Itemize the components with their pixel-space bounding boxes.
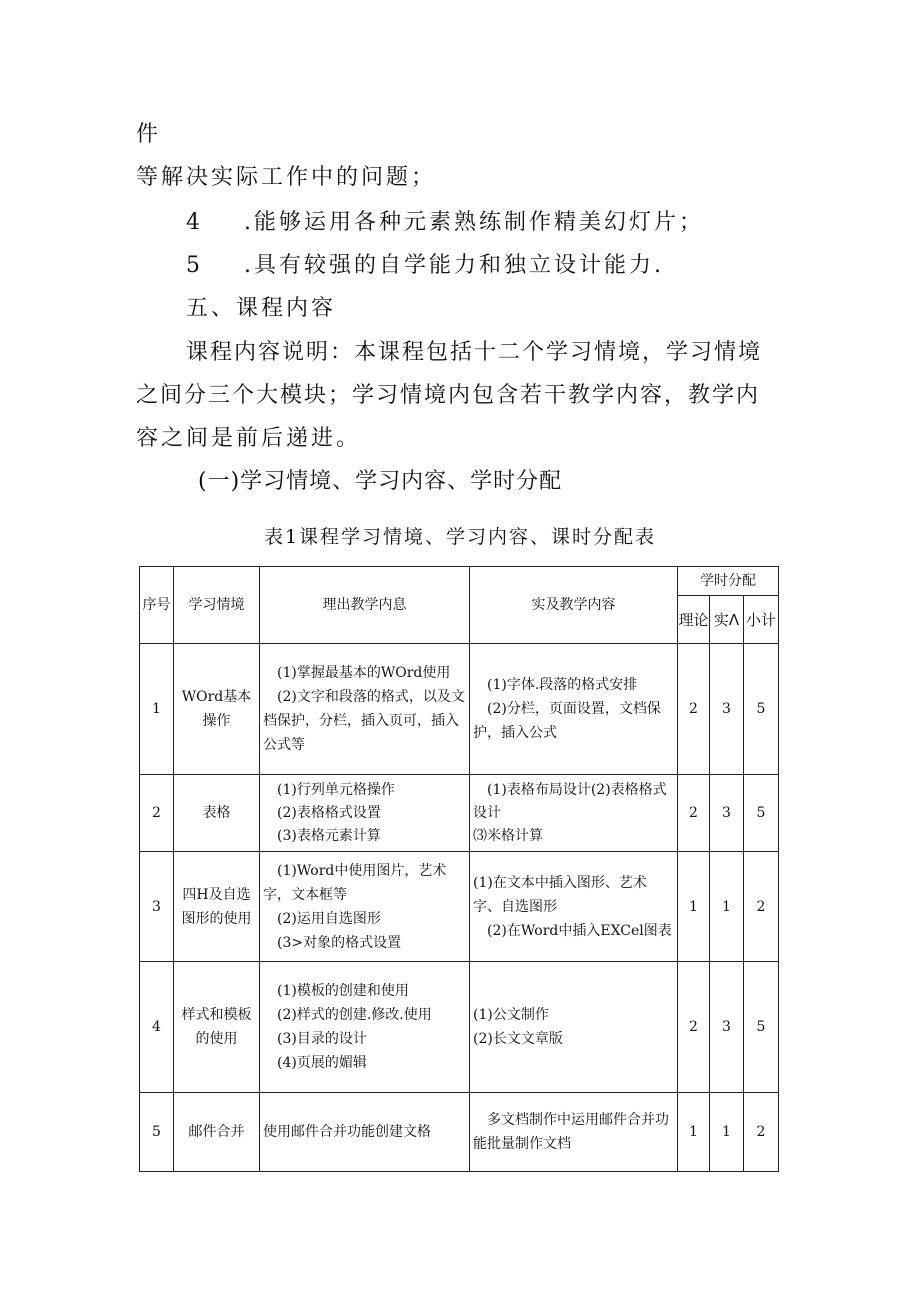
row-context: 邮件合并 — [174, 1093, 260, 1172]
practice-item: (1)在文本中插入图形、艺术字、自选图形 — [473, 874, 647, 915]
row-seq: 1 — [140, 644, 174, 775]
row-theory-hours: 1 — [678, 1093, 710, 1172]
subsection-title: (一)学习情境、学习内容、学时分配 — [198, 469, 563, 494]
theory-item: (2)文字和段落的格式，以及文档保护，分栏，插入页可，插入公式等 — [263, 689, 465, 753]
list-item-5 — [186, 251, 664, 281]
header-seq: 序号 — [140, 567, 174, 644]
row-theory-hours: 2 — [678, 962, 710, 1093]
row-context: 表格 — [174, 775, 260, 852]
table-row — [140, 775, 779, 852]
row-subtotal: 5 — [744, 962, 779, 1093]
row-subtotal: 2 — [744, 852, 779, 962]
row-practice-hours: 3 — [710, 775, 744, 852]
header-practice-hours: 实Λ — [710, 596, 744, 644]
theory-item: 使用邮件合并功能创建文格 — [263, 1124, 431, 1140]
paragraph-line-1: 课程内容说明：本课程包括十二个学习情境，学习情境 — [186, 340, 763, 365]
row-subtotal: 5 — [744, 644, 779, 775]
row-practice — [470, 644, 678, 775]
list-item-5-number: 5 — [186, 253, 203, 278]
header-theory-hours: 理论 — [678, 596, 710, 644]
row-practice-hours: 1 — [710, 1093, 744, 1172]
row-practice — [470, 852, 678, 962]
table-row — [140, 644, 779, 775]
theory-item: (2)表格格式设置 — [277, 804, 381, 821]
practice-item: (1)公文制作 — [473, 1007, 549, 1023]
list-item-4 — [186, 208, 704, 238]
table-caption: 表1课程学习情境、学习内容、课时分配表 — [263, 526, 657, 548]
row-seq: 4 — [140, 962, 174, 1093]
row-context: 样式和模板的使用 — [174, 962, 260, 1093]
practice-item: ⑶米格计算 — [473, 827, 543, 844]
row-seq: 2 — [140, 775, 174, 852]
text-line-1: 件 — [136, 122, 162, 147]
row-subtotal: 2 — [744, 1093, 779, 1172]
practice-item: (2)在Word中插入EXCel图表 — [487, 922, 672, 939]
row-practice-hours: 3 — [710, 962, 744, 1093]
header-practice: 实及教学内容 — [470, 567, 678, 644]
row-theory — [260, 1093, 470, 1172]
row-practice-hours: 3 — [710, 644, 744, 775]
paragraph-line-3: 容之间是前后递进。 — [136, 426, 362, 451]
row-theory — [260, 775, 470, 852]
theory-item: (2)运用自选图形 — [277, 910, 381, 927]
row-theory-hours: 2 — [678, 644, 710, 775]
theory-item: (2)样式的创建.修改.使用 — [277, 1007, 432, 1023]
practice-item: (1)表格布局设计(2)表格格式设计 — [473, 781, 667, 821]
row-practice — [470, 962, 678, 1093]
row-seq: 3 — [140, 852, 174, 962]
list-item-4-number: 4 — [186, 210, 203, 235]
table-row — [140, 962, 779, 1093]
row-context: 四H及自选图形的使用 — [174, 852, 260, 962]
theory-item: (3)目录的设计 — [277, 1031, 367, 1047]
row-theory — [260, 852, 470, 962]
row-practice — [470, 775, 678, 852]
section-title: 五、课程内容 — [186, 296, 337, 321]
row-theory — [260, 962, 470, 1093]
table-row — [140, 852, 779, 962]
course-table — [139, 566, 779, 1172]
row-practice — [470, 1093, 678, 1172]
header-theory: 理出教学内息 — [260, 567, 470, 644]
row-theory-hours: 2 — [678, 775, 710, 852]
practice-item: (2)分栏，页面设置，文档保护，插入公式 — [473, 701, 661, 741]
list-item-4-text: .能够运用各种元素熟练制作精美幻灯片； — [244, 210, 704, 235]
theory-item: (3)表格元素计算 — [277, 827, 381, 844]
header-context: 学习情境 — [174, 567, 260, 644]
row-theory — [260, 644, 470, 775]
theory-item: (1)掌握最基本的WOrd使用 — [277, 665, 451, 681]
header-subtotal: 小计 — [744, 596, 779, 644]
practice-item: 多文档制作中运用邮件合并功能批量制作文档 — [473, 1112, 669, 1152]
list-item-5-text: .具有较强的自学能力和独立设计能力. — [244, 253, 664, 278]
table-row — [140, 1093, 779, 1172]
theory-item: (1)模板的创建和使用 — [277, 983, 409, 999]
practice-item: (1)字体.段落的格式安排 — [487, 677, 638, 693]
text-line-2: 等解决实际工作中的问题； — [136, 165, 437, 190]
theory-item: (1)Word中使用图片，艺术字，文本框等 — [263, 862, 447, 903]
theory-item: (3>对象的格式设置 — [277, 934, 402, 951]
theory-item: (4)页展的媚辑 — [277, 1055, 367, 1071]
header-hours: 学时分配 — [678, 567, 779, 596]
row-theory-hours: 1 — [678, 852, 710, 962]
paragraph-line-2: 之间分三个大模块；学习情境内包含若干教学内容，教学内 — [136, 383, 761, 408]
row-subtotal: 5 — [744, 775, 779, 852]
practice-item: (2)长文文章版 — [473, 1031, 563, 1047]
row-practice-hours: 1 — [710, 852, 744, 962]
theory-item: (1)行列单元格操作 — [277, 781, 395, 798]
row-seq: 5 — [140, 1093, 174, 1172]
row-context: WOrd基本操作 — [174, 644, 260, 775]
